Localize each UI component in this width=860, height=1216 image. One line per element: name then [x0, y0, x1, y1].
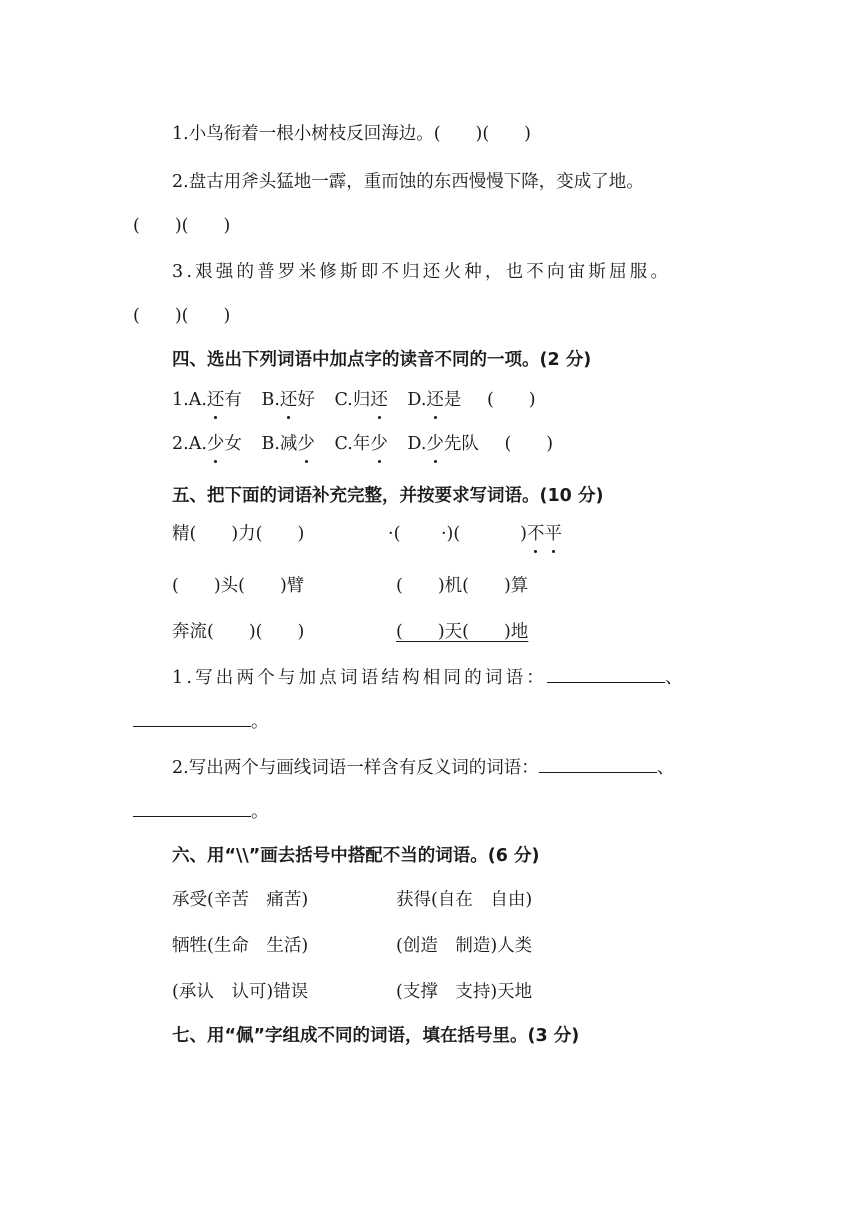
answer-paren: ( ) — [486, 390, 536, 410]
dotted-char: 还 — [207, 386, 225, 411]
dotted-char: 少 — [370, 430, 388, 455]
option-a-suffix: 女 — [224, 434, 242, 454]
option-c-prefix: C.归 — [334, 390, 371, 410]
section7-heading: 七、用“佩”字组成不同的词语，填在括号里。(3 分) — [172, 1026, 580, 1046]
section4-question-1 — [172, 386, 536, 411]
dotted-char: 还 — [370, 386, 388, 411]
section6-item: 承受(辛苦 痛苦) — [172, 890, 309, 910]
section6-item: 获得(自在 自由) — [396, 890, 533, 910]
option-a-suffix: 有 — [224, 390, 242, 410]
section5-question-2-cont — [133, 798, 269, 823]
option-d-suffix: 是 — [443, 390, 462, 410]
section5-heading: 五、把下面的词语补充完整，并按要求写词语。(10 分) — [172, 486, 604, 506]
section3-question-2: 2.盘古用斧头猛地一霹，重而蚀的东西慢慢下降，变成了地。 — [172, 172, 644, 192]
question-text: 2.写出两个与画线词语一样含有反义词的词语： — [172, 758, 539, 778]
fill-row-2-left: ( )头( )臂 — [172, 576, 305, 596]
dotted-char: 平 — [545, 520, 563, 545]
q-number: 1. — [172, 390, 189, 410]
option-b-prefix: B. — [261, 390, 280, 410]
section3-question-3-paren: ( )( ) — [133, 306, 231, 326]
section3-question-2-paren: ( )( ) — [133, 216, 231, 236]
option-d-suffix: 先队 — [443, 434, 479, 454]
answer-blank[interactable] — [539, 758, 657, 773]
q-number: 2. — [172, 434, 189, 454]
answer-paren: ( ) — [504, 434, 554, 454]
option-a-prefix: A. — [188, 434, 207, 454]
section4-question-2 — [172, 430, 553, 455]
option-b-suffix: 好 — [297, 390, 315, 410]
section5-question-2 — [172, 754, 674, 779]
section4-heading: 四、选出下列词语中加点字的读音不同的一项。(2 分) — [172, 350, 592, 370]
section6-item: (创造 制造)人类 — [396, 936, 533, 956]
separator: 、 — [656, 758, 675, 778]
option-a-prefix: A. — [188, 390, 207, 410]
dotted-char: 少 — [297, 430, 315, 455]
fill-row-3-left: 奔流( )( ) — [172, 622, 305, 642]
section6-heading: 六、用“\\”画去括号中搭配不当的词语。(6 分) — [172, 846, 540, 866]
option-c-prefix: C.年 — [334, 434, 371, 454]
answer-blank[interactable] — [547, 668, 665, 683]
period: 。 — [251, 712, 269, 732]
dotted-char: 还 — [280, 386, 298, 411]
section3-question-1: 1.小鸟衔着一根小树枝反回海边。( )( ) — [172, 124, 532, 144]
dotted-char: 少 — [207, 430, 225, 455]
fill-row-1-right-close: ) — [520, 524, 527, 544]
section5-question-1-cont — [133, 708, 269, 733]
fill-row-1-left: 精( )力( ) — [172, 524, 305, 544]
fill-row-3-right-underlined: ( )天( )地 — [396, 622, 529, 642]
option-b-prefix: B.减 — [261, 434, 298, 454]
option-d-prefix: D. — [407, 434, 427, 454]
section6-item: (承认 认可)错误 — [172, 982, 309, 1002]
section3-question-3: 3.艰强的普罗米修斯即不归还火种，也不向宙斯屈服。 — [172, 262, 672, 282]
section6-item: (支撑 支持)天地 — [396, 982, 533, 1002]
question-text: 1.写出两个与加点词语结构相同的词语： — [172, 668, 547, 688]
option-d-prefix: D. — [407, 390, 427, 410]
fill-row-1-right-paren: ·( ·)( — [388, 524, 461, 544]
section5-question-1 — [172, 664, 686, 689]
fill-row-1-right — [388, 520, 562, 545]
section6-item: 牺牲(生命 生活) — [172, 936, 309, 956]
dotted-char: 少 — [426, 430, 444, 455]
fill-row-2-right: ( )机( )算 — [396, 576, 529, 596]
answer-blank[interactable] — [133, 712, 251, 727]
separator: 、 — [665, 668, 686, 688]
period: 。 — [251, 802, 269, 822]
dotted-char: 不 — [527, 520, 545, 545]
answer-blank[interactable] — [133, 802, 251, 817]
dotted-char: 还 — [426, 386, 444, 411]
